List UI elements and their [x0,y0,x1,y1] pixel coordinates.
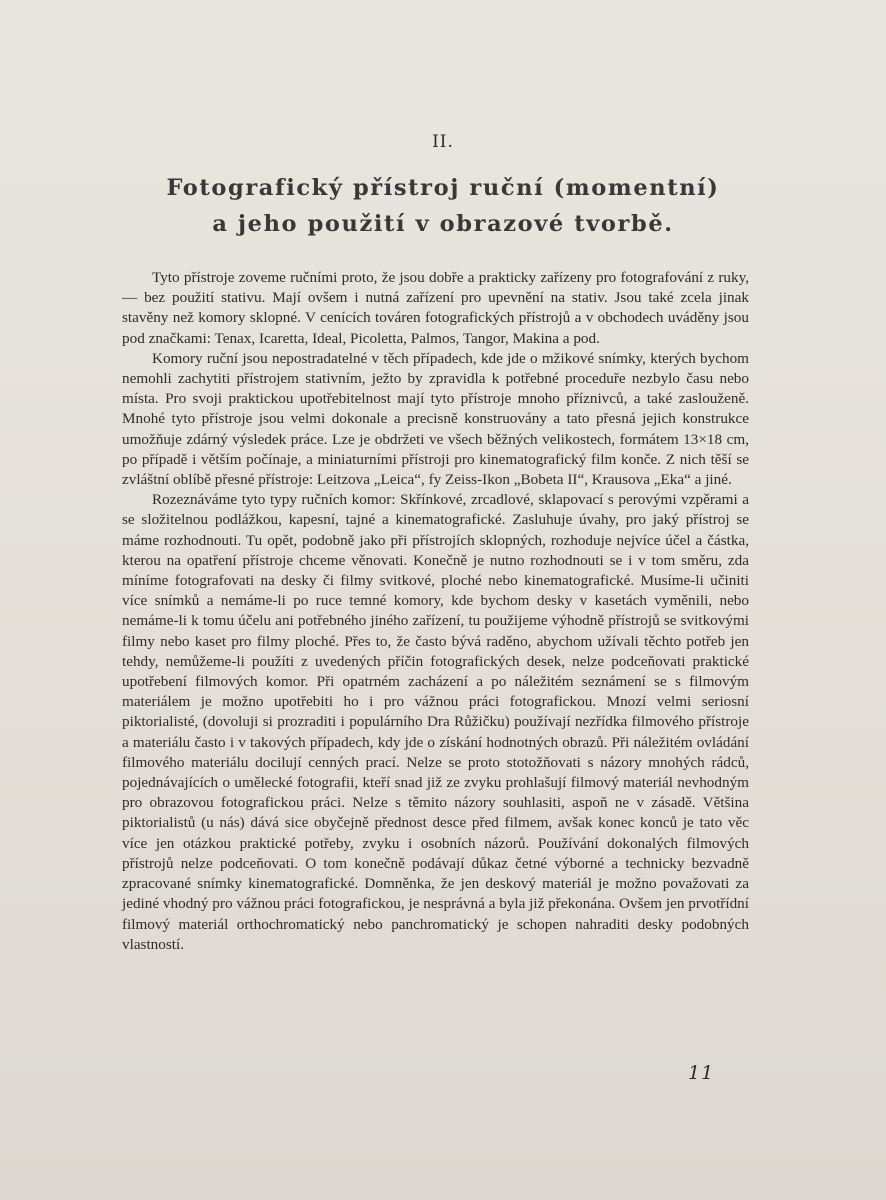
chapter-title [90,170,796,242]
paragraph-3: Rozeznáváme tyto typy ručních komor: Skřínkové, zrcadlové, sklapovací s perovými vzpěrami a se složitelnou podlážkou, kapesní, tajné a kinematografické. Zasluhuje úvahy, pro jaký přístroj se máme rozhodnouti. Tu opět, podobně jako při přístrojích sklopných, rozhoduje nejvíce účel a částka, kterou na opatření přístroje chceme věnovati. Konečně je nutno rozhodnouti se i v tom směru, zda míníme fotografovati na desky či filmy svitkové, ploché nebo kinematografické. Musíme-li učiniti více snímků a nemáme-li po ruce temné komory, kde bychom desky v kasetách vyměnili, nebo nemáme-li k tomu účelu ani potřebného jiného zařízení, tu použijeme výhodně přístrojů se svitkovými filmy nebo kaset pro filmy ploché. Přes to, že často bývá raděno, abychom užívali těchto potřeb jen tehdy, nemůžeme-li použíti z uvedených příčin fotografických desek, nelze podceňovati praktické upotřebení filmových komor. Při opatrném zacházení a po náležitém seznámení se s filmovým materiálem je možno upotřebiti ho i pro vážnou práci fotografickou. Mnozí velmi seriosní piktorialisté, (dovoluji si prozraditi i populárního Dra Růžičku) používají nezřídka filmového přístroje a materiálu často i v takových případech, kdy jde o získání hodnotných obrazů. Při náležitém ovládání filmového materiálu docilují cenných prací. Nelze se proto stotožňovati s názory mnohých rádců, pojednávajících o umělecké fotografii, kteří snad již ze zvyku prohlašují filmový materiál nevhodným pro obrazovou fotografickou práci. Nelze s těmito názory souhlasiti, aspoň ne v zásadě. Většina piktorialistů (u nás) dává sice obyčejně přednost desce před filmem, avšak konec konců je tato věc více jen otázkou praktické potřeby, zvyku i osobních názorů. Používání dokonalých filmových přístrojů nelze podceňovati. O tom konečně podávají důkaz četné výborné a technicky bezvadně zpracované snímky kinematografické. Domněnka, že jen deskový materiál je možno považovati za jediné vhodný pro vážnou práci fotografickou, je nesprávná a byla již překonána. Ovšem jen prvotřídní filmový materiál orthochromatický nebo panchromatický je schopen nahraditi desky podobných vlastností. [122,491,749,953]
page-number: 11 [688,1062,715,1084]
chapter-title-line-1: Fotografický přístroj ruční (momentní) [166,175,720,201]
chapter-number: II. [432,132,454,152]
body-text [122,268,749,955]
paragraph-1: Tyto přístroje zoveme ručními proto, že jsou dobře a prakticky zařízeny pro fotografování z ruky, — bez použití stativu. Mají ovšem i nutná zařízení pro upevnění na stativ. Jsou také zcela jinak stavěny než komory sklopné. V cenících továren fotografických přístrojů a v obchodech uváděny jsou pod značkami: Tenax, Icaretta, Ideal, Picoletta, Palmos, Tangor, Makina a pod. [122,269,749,347]
paragraph-2: Komory ruční jsou nepostradatelné v těch případech, kde jde o mžikové snímky, kterých bychom nemohli zachytiti přístrojem stativním, ježto by zpravidla k potřebné proceduře nezbylo času nebo místa. Pro svoji praktickou upotřebitelnost mají tyto přístroje mnoho příznivců, a také zaslouženě. Mnohé tyto přístroje jsou velmi dokonale a precisně konstruovány a tato přesná jejich konstrukce umožňuje zdárný výsledek práce. Lze je obdržeti ve všech běžných velikostech, formátem 13×18 cm, po případě i větším počínaje, a miniaturními přístroji pro kinematografický film konče. Z nich těší se zvláštní oblíbě přesné přístroje: Leitzova „Leica“, fy Zeiss-Ikon „Bobeta II“, Krausova „Eka“ a jiné. [122,349,749,489]
chapter-title-line-2: a jeho použití v obrazové tvorbě. [212,211,674,237]
